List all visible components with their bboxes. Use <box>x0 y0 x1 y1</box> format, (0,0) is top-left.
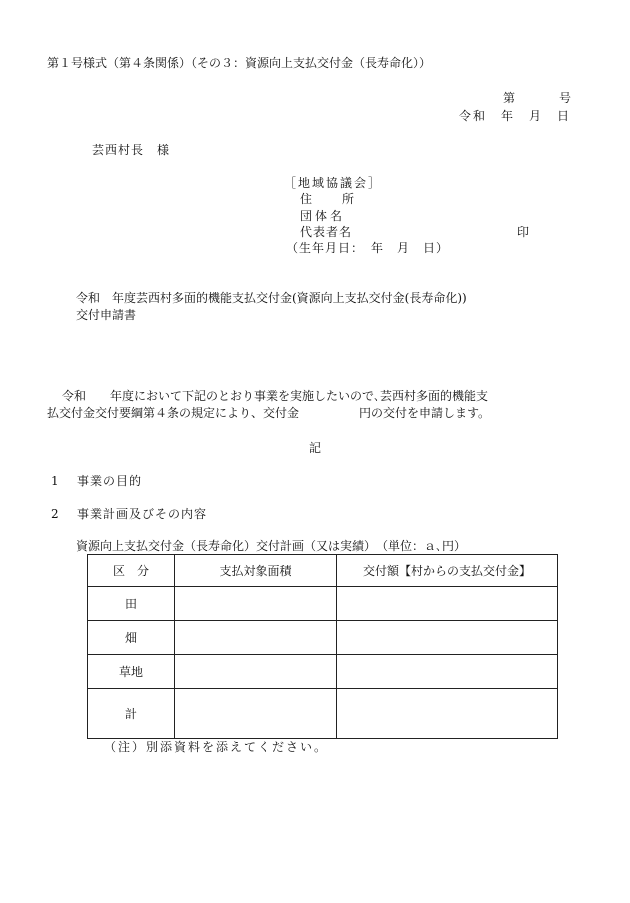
form-title: 第１号様式（第４条関係）（その３：資源向上支払交付金（長寿命化）） <box>47 56 432 70</box>
row-label: 畑 <box>88 621 175 655</box>
applicant-address-label: 住 所 <box>300 192 357 206</box>
ki-heading: 記 <box>309 441 322 455</box>
subject-line-1: 令和 年度芸西村多面的機能支払交付金(資源向上支払交付金(長寿命化)) <box>76 291 467 305</box>
body-line-1: 令和 年度において下記のとおり事業を実施したいので､芸西村多面的機能支 <box>62 389 489 403</box>
seal-mark: 印 <box>517 225 530 239</box>
applicant-org-type: ［地域協議会］ <box>284 176 383 190</box>
amount-cell <box>337 621 558 655</box>
area-cell <box>175 655 337 689</box>
area-cell <box>175 621 337 655</box>
applicant-group-label: 団体名 <box>300 209 346 223</box>
item-number: 1 <box>51 474 59 488</box>
item-number: 2 <box>51 507 59 521</box>
plan-caption: 資源向上支払交付金（長寿命化）交付計画（又は実績） （単位：ａ､円） <box>76 539 467 553</box>
amount-cell <box>337 587 558 621</box>
document-number: 第 号 <box>503 91 574 105</box>
area-cell <box>175 689 337 739</box>
attachment-note: （注）別添資料を添えてください。 <box>104 740 329 754</box>
applicant-birthdate-label: （生年月日： 年 月 日） <box>286 241 450 255</box>
table-row <box>88 587 558 621</box>
table-header-row <box>88 555 558 587</box>
column-header-area: 支払対象面積 <box>175 555 337 587</box>
plan-table <box>87 554 558 739</box>
row-label: 草地 <box>88 655 175 689</box>
column-header-category: 区 分 <box>88 555 175 587</box>
addressee: 芸西村長 様 <box>92 143 171 157</box>
area-cell <box>175 587 337 621</box>
table-row-total <box>88 689 558 739</box>
amount-cell <box>337 689 558 739</box>
applicant-representative-label: 代表者名 <box>300 225 353 239</box>
table-row <box>88 655 558 689</box>
amount-cell <box>337 655 558 689</box>
row-label: 田 <box>88 587 175 621</box>
table-row <box>88 621 558 655</box>
column-header-amount: 交付額【村からの支払交付金】 <box>337 555 558 587</box>
subject-line-2: 交付申請書 <box>76 308 137 322</box>
document-date: 令和 年 月 日 <box>459 109 572 123</box>
row-label: 計 <box>88 689 175 739</box>
body-line-2: 払交付金交付要綱第４条の規定により、交付金 円の交付を申請します。 <box>47 406 491 420</box>
item-label: 事業計画及びその内容 <box>77 507 208 521</box>
item-label: 事業の目的 <box>77 474 143 488</box>
